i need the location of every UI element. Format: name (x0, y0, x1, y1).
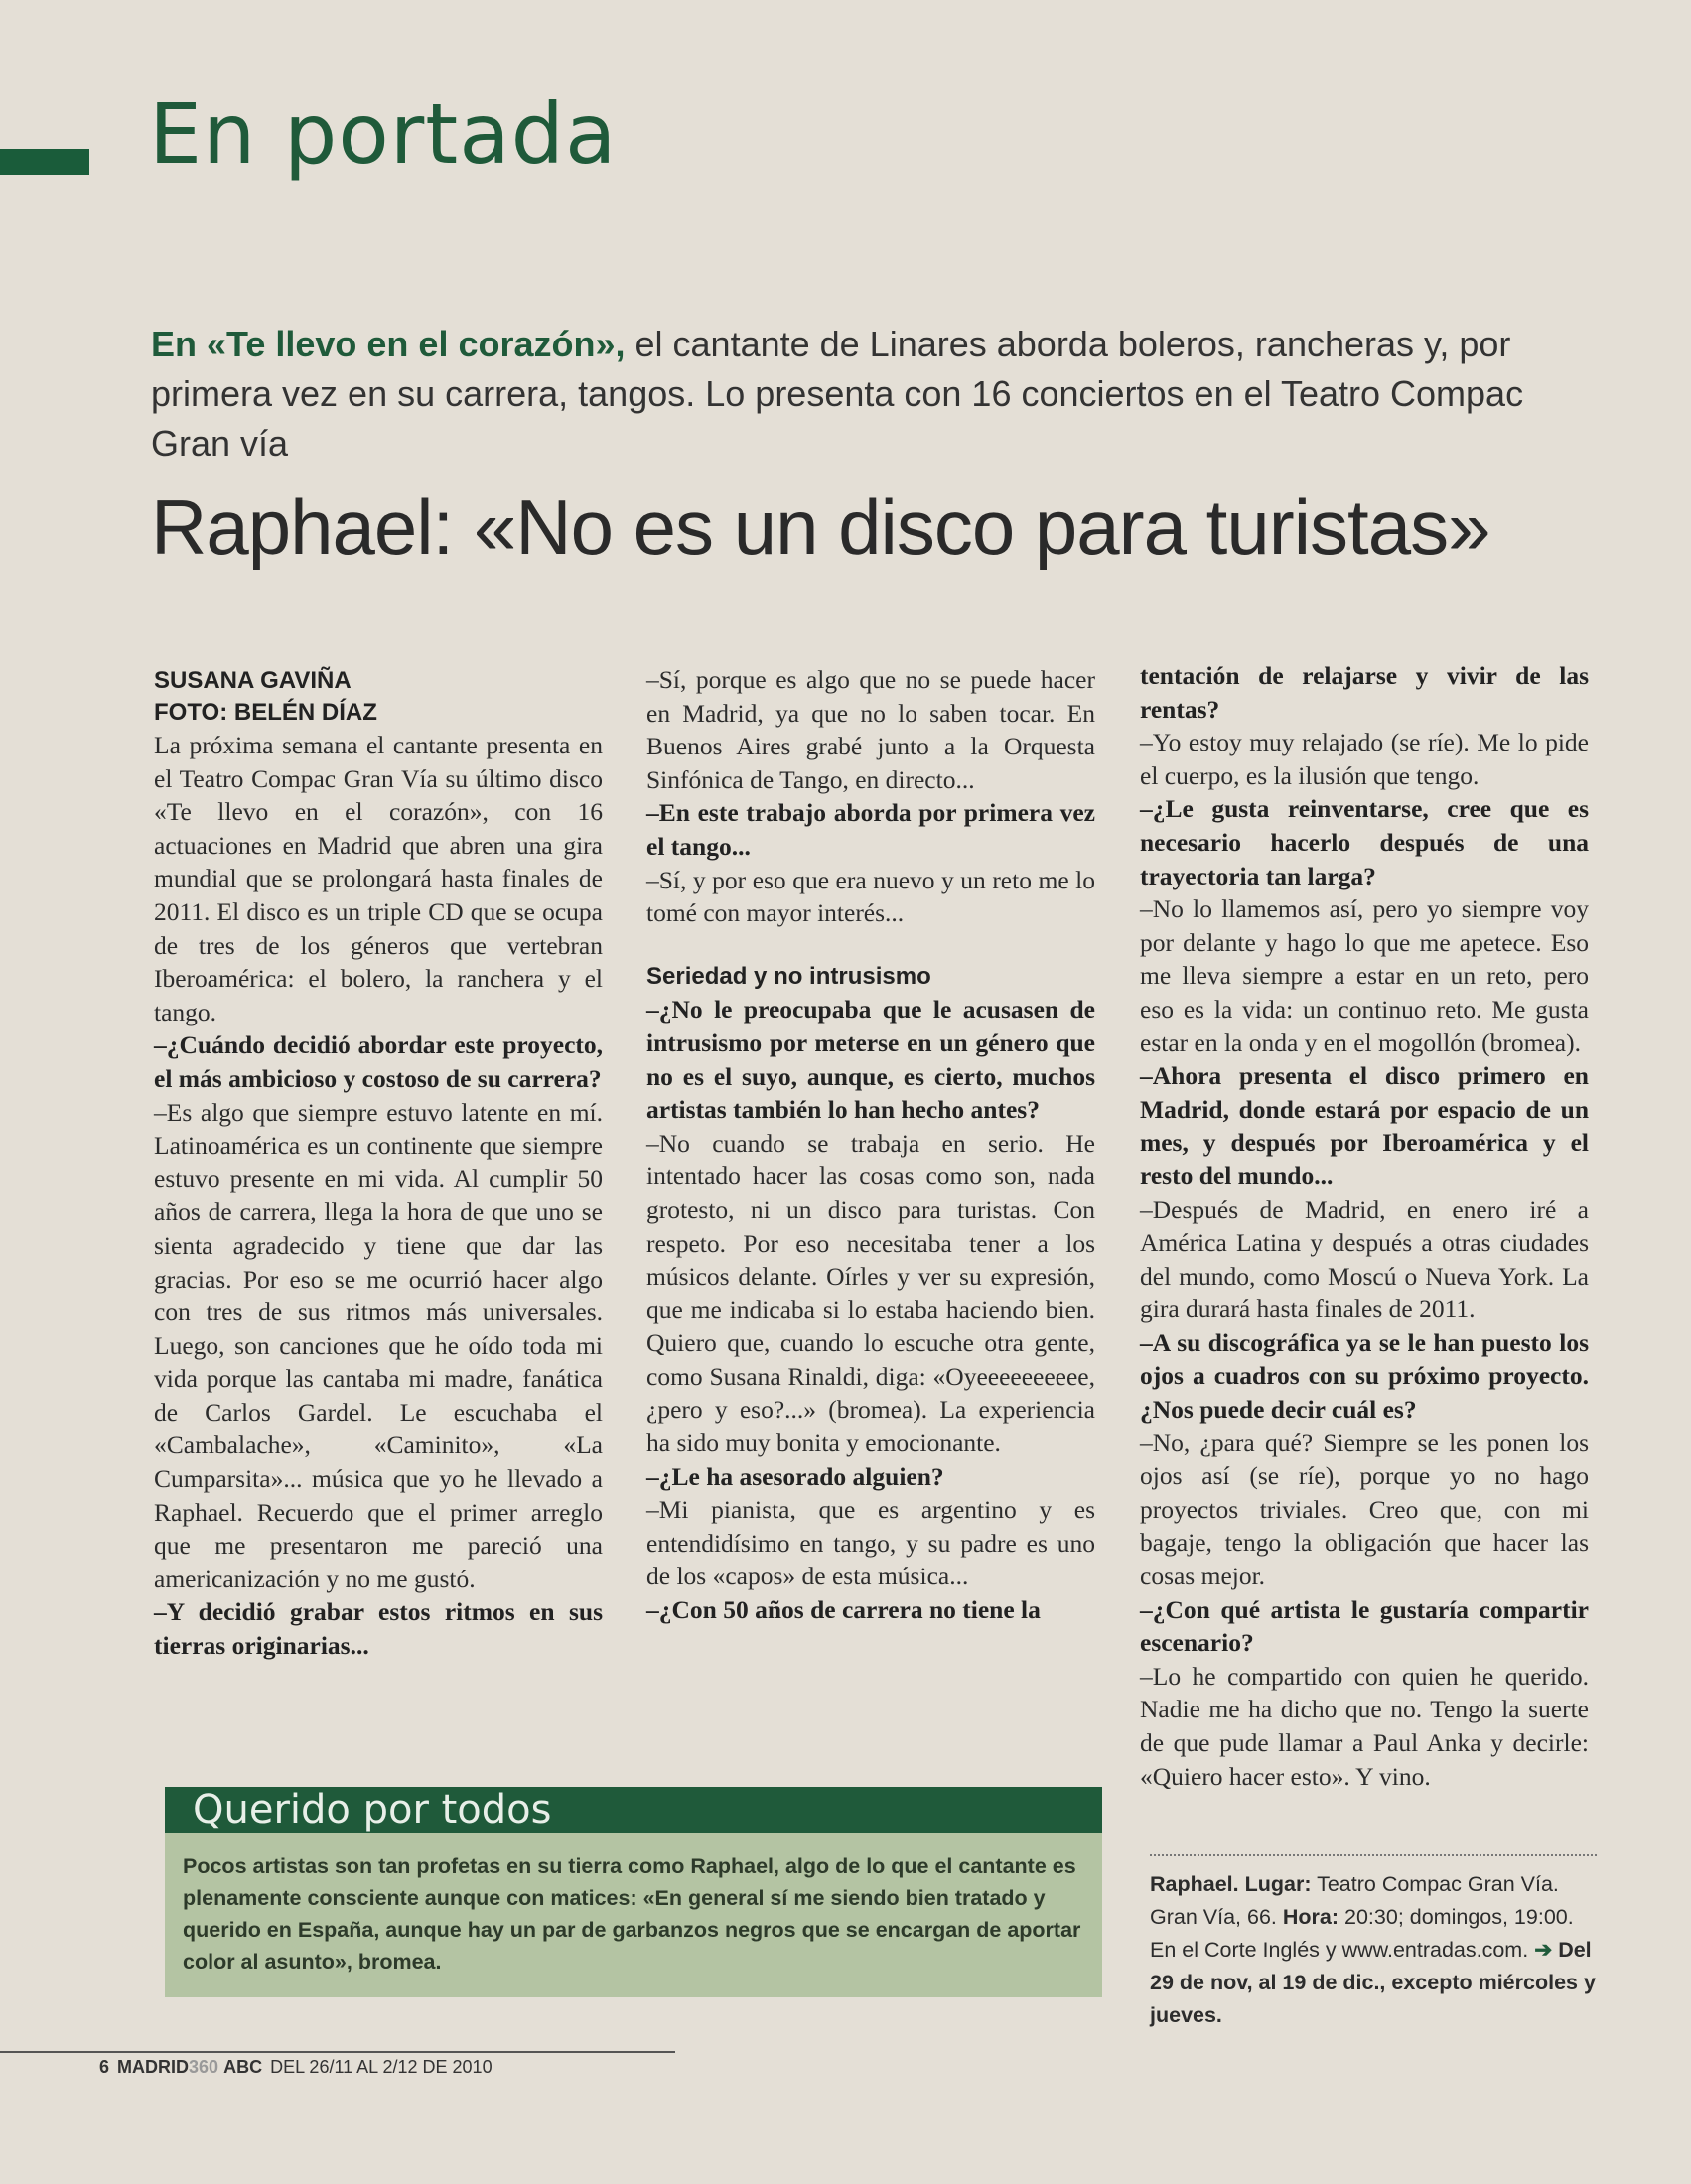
interview-question: –¿Con 50 años de carrera no tiene la (646, 1595, 1041, 1625)
page-footer (99, 2057, 493, 2078)
sidebar-box-text: Pocos artistas son tan profetas en su tierra como Raphael, algo de lo que el cantante es plenamente consciente aunque con matices: «En general sí me siendo bien tratado y querido en España, aunque hay un par de garbanzos negros que se encargan de aportar color al asunto», bromea. (183, 1854, 1081, 1974)
byline-author: SUSANA GAVIÑA (154, 667, 352, 694)
page-number: 6 (99, 2057, 110, 2077)
info-time: 20:30; domingos, 19:00. En el Corte Inglés y www.entradas.com. (1150, 1905, 1574, 1962)
info-dates: Del 29 de nov, al 19 de dic., excepto miércoles y jueves. (1150, 1938, 1596, 2027)
sidebar-box-title: Querido por todos (165, 1787, 1102, 1833)
article-paragraph: –Mi pianista, que es argentino y es entendidísimo en tango, y su padre es uno de los «capos» de esta música... (646, 1495, 1095, 1591)
publication-name-part-3: ABC (223, 2057, 263, 2077)
article-paragraph: –Yo estoy muy relajado (se ríe). Me lo pide el cuerpo, es la ilusión que tengo. (1140, 728, 1589, 790)
article-paragraph: –Es algo que siempre estuvo latente en mí. Latinoamérica es un continente que siempre estuvo presente en mi vida. Al cumplir 50 años de carrera, llega la hora de que uno se sienta agradecido y tiene que dar las gracias. Por eso se me ocurrió hacer algo con tres de sus ritmos más universales. Luego, son canciones que he oído toda mi vida porque las cantaba mi madre, fanática de Carlos Gardel. Le escuchaba el «Cambalache», «Caminito», «La Cumparsita»... música que yo he llevado a Raphael. Recuerdo que el primer arreglo que me presentaron me pareció una americanización y no me gustó. (154, 1097, 603, 1593)
info-artist: Raphael. (1150, 1872, 1239, 1896)
article-paragraph: –No lo llamemos así, pero yo siempre voy por delante y hago lo que me apetece. Eso me lleva siempre a estar en un reto, pero eso es la vida: un continuo reto. Me gusta estar en la onda y en el mogollón (bromea). (1140, 894, 1589, 1057)
article-paragraph: –No, ¿para qué? Siempre se les ponen los ojos así (se ríe), porque yo no hago proyectos triviales. Creo que, con mi bagaje, tengo la obligación que hacer las cosas mejor. (1140, 1428, 1589, 1591)
article-paragraph: –No cuando se trabaja en serio. He intentado hacer las cosas como son, nada grotesto, ni un disco para turistas. Con respeto. Por eso necesitaba tener a los músicos delante. Oírles y ver su expresión, que me indicaba si lo estaba haciendo bien. Quiero que, cuando lo escuche otra gente, como Susana Rinaldi, diga: «Oyeeeeeeeeee, ¿pero y eso?...» (bromea). La experiencia ha sido muy bonita y emocionante. (646, 1128, 1095, 1458)
arrow-right-icon: ➔ (1534, 1938, 1553, 1962)
sidebar-box (165, 1787, 1102, 1997)
article-paragraph: –Sí, porque es algo que no se puede hacer en Madrid, ya que no lo saben tocar. En Buenos Aires grabé junto a la Orquesta Sinfónica de Tango, en directo... (646, 665, 1095, 794)
deck-text: el cantante de Linares aborda boleros, rancheras y, por primera vez en su carrera, tangos. Lo presenta con 16 conciertos en el Teatro Compac Gran vía (151, 324, 1524, 464)
publication-name-part-1: MADRID (117, 2057, 190, 2077)
interview-question: –Ahora presenta el disco primero en Madrid, donde estará por espacio de un mes, y después por Iberoamérica y el resto del mundo... (1140, 1061, 1589, 1190)
info-place-label: Lugar: (1244, 1872, 1312, 1896)
event-info (1150, 1854, 1597, 2032)
article-column-2 (646, 663, 1095, 1627)
article-column-1 (154, 665, 603, 1663)
interview-question: –¿Le gusta reinventarse, cree que es necesario hacerlo después de una trayectoria tan larga? (1140, 794, 1589, 890)
article-subheading: Seriedad y no intrusismo (646, 962, 931, 990)
interview-question: –¿Le ha asesorado alguien? (646, 1461, 944, 1491)
publication-name (117, 2057, 262, 2078)
footer-rule (0, 2051, 675, 2053)
article-paragraph: –Lo he compartido con quien he querido. Nadie me ha dicho que no. Tengo la suerte de que pude llamar a Paul Anka y decirle: «Quiero hacer esto». Y vino. (1140, 1661, 1589, 1791)
interview-question: –A su discográfica ya se le han puesto los ojos a cuadros con su próximo proyecto. ¿Nos puede decir cuál es? (1140, 1327, 1589, 1425)
column-3-body (1140, 659, 1589, 1793)
article-deck (151, 320, 1581, 469)
interview-question: –Y decidió grabar estos ritmos en sus tierras originarias... (154, 1597, 603, 1661)
issue-date: DEL 26/11 AL 2/12 DE 2010 (270, 2057, 493, 2077)
article-column-3 (1140, 659, 1589, 1793)
section-title: En portada (149, 85, 618, 183)
byline-photo: FOTO: BELÉN DÍAZ (154, 699, 377, 726)
article-paragraph: –Después de Madrid, en enero iré a América Latina y después a otras ciudades del mundo, como Moscú o Nueva York. La gira durará hasta finales de 2011. (1140, 1194, 1589, 1324)
article-paragraph: La próxima semana el cantante presenta en el Teatro Compac Gran Vía su último disco «Te llevo en el corazón», con 16 actuaciones en Madrid que abren una gira mundial que se prolongará hasta finales de 2011. El disco es un triple CD que se ocupa de tres de los géneros que vertebran Iberoamérica: el bolero, la ranchera y el tango. (154, 731, 603, 1026)
interview-question: tentación de relajarse y vivir de las rentas? (1140, 661, 1589, 724)
publication-name-part-2: 360 (189, 2057, 219, 2077)
interview-question: –¿Con qué artista le gustaría compartir escenario? (1140, 1594, 1589, 1658)
section-marker-bar (0, 149, 89, 175)
column-2-body (646, 663, 1095, 1627)
info-time-label: Hora: (1282, 1905, 1339, 1929)
deck-bold-lead: En «Te llevo en el corazón», (151, 324, 626, 364)
article-paragraph: –Sí, y por eso que era nuevo y un reto me lo tomé con mayor interés... (646, 865, 1095, 928)
article-headline: Raphael: «No es un disco para turistas» (151, 483, 1490, 571)
interview-question: –¿Cuándo decidió abordar este proyecto, el más ambicioso y costoso de su carrera? (154, 1030, 603, 1093)
interview-question: –¿No le preocupaba que le acusasen de intrusismo por meterse en un género que no es el suyo, aunque, es cierto, muchos artistas también lo han hecho antes? (646, 995, 1095, 1125)
info-place: Teatro Compac Gran Vía. Gran Vía, 66. (1150, 1872, 1559, 1929)
column-1-body (154, 729, 603, 1663)
interview-question: –En este trabajo aborda por primera vez el tango... (646, 798, 1095, 861)
